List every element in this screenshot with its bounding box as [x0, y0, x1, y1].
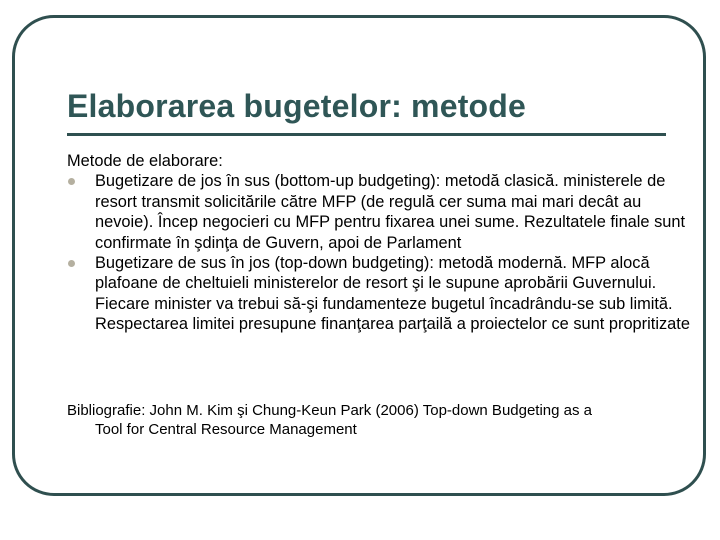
bullet-text: Bugetizare de jos în sus (bottom-up budgeting): metodă clasică. ministerele de resort transmit solicitările către MFP (de regulă cer suma mai mari decât au nevoie). Încep negocieri cu MFP pentru fixarea unei sume. Rezultatele finale sunt confirmate în şdinţa de Guvern, apoi de Parlament [95, 172, 686, 252]
bullet-list [67, 171, 697, 334]
bullet-text: Bugetizare de sus în jos (top-down budgeting): metodă modernă. MFP alocă plafoane de cheltuieli ministerelor de resort şi le supune aprobării Guvernului. Fiecare minister va trebui să-şi fundamenteze bugetul încadrându-se sub limită. Respectarea limitei presupune finanţarea parţailă a proiectelor ce sunt propritizate [95, 254, 690, 334]
bibliography-line-2: Tool for Central Resource Management [95, 420, 357, 438]
intro-text: Metode de elaborare: [67, 152, 223, 170]
bibliography [67, 402, 707, 439]
bullet-item-bottom-up [67, 171, 695, 253]
bullet-item-top-down [67, 253, 695, 335]
title-underline [67, 133, 666, 136]
slide-title: Elaborarea bugetelor: metode [67, 88, 527, 124]
bullet-dot-icon [68, 178, 75, 185]
bullet-dot-icon [68, 260, 75, 267]
slide-body [67, 151, 697, 335]
bibliography-line-1: Bibliografie: John M. Kim şi Chung-Keun Park (2006) Top-down Budgeting as a [67, 402, 593, 419]
